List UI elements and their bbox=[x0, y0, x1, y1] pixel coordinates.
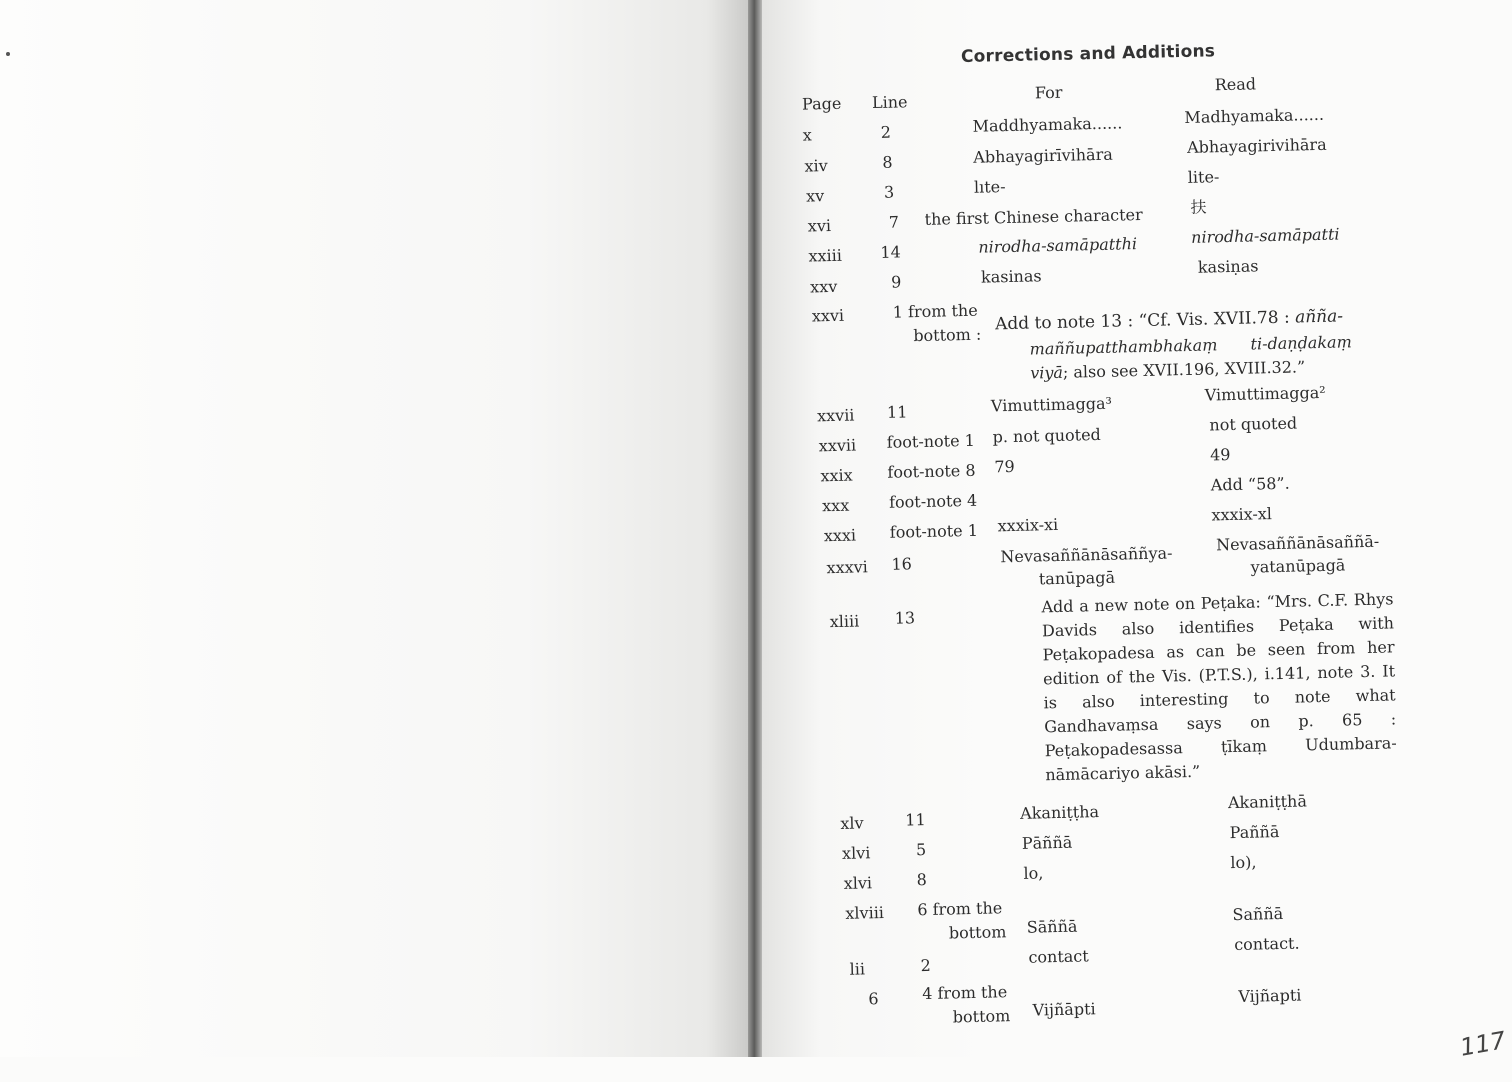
table-row-line: 14 bbox=[880, 242, 901, 262]
table-row-line: 11 bbox=[886, 402, 908, 422]
table-row-for: the first Chinese character bbox=[924, 204, 1143, 229]
table-row-line: 11 bbox=[905, 810, 926, 830]
note-xxvi-pali: ti-daṇḍakaṃ bbox=[1250, 332, 1353, 354]
table-row-read: Saññā bbox=[1232, 903, 1284, 925]
table-row-read: Add “58”. bbox=[1210, 473, 1290, 495]
header-read: Read bbox=[1214, 74, 1257, 95]
table-row-page: xlv bbox=[840, 813, 864, 833]
header-line: Line bbox=[871, 92, 908, 113]
table-row-for: Pāññā bbox=[1021, 832, 1073, 853]
table-row-line: 6 from the bbox=[917, 898, 1003, 920]
table-row-read: Nevasaññānāsaññā- bbox=[1215, 531, 1380, 555]
table-row-read: Akaniṭṭhā bbox=[1227, 791, 1308, 813]
table-row-read: xxxix-xl bbox=[1211, 504, 1273, 525]
table-row-for: lo, bbox=[1023, 863, 1044, 883]
table-row-for: Sāññā bbox=[1026, 916, 1078, 937]
note-xliii-text: Add a new note on Peṭaka: “Mrs. C.F. Rhys Davids also identifies Peṭaka with Peṭakopadesa as can be seen from her edition of the Vis. (P.T.S.), i.141, note 3. It is also interesting to note what Gandhavaṃsa says on p. 65 : Peṭakopadesassa ṭīkaṃ Udumbara-nāmācariyo akāsi.” bbox=[1041, 589, 1397, 785]
table-row-read: Vimuttimagga² bbox=[1204, 382, 1326, 405]
table-row-for: Maddhyamaka...... bbox=[972, 113, 1123, 136]
table-row-read: kasiṇas bbox=[1197, 256, 1259, 277]
table-row-read: 扶 bbox=[1190, 197, 1207, 217]
table-row-page: xv bbox=[805, 186, 825, 206]
table-row-line: 5 bbox=[915, 840, 927, 860]
table-row-read: Abhayagirivihāra bbox=[1186, 134, 1327, 157]
table-row-for: Nevasaññānāsaññya- bbox=[1000, 543, 1173, 567]
table-row-line: 8 bbox=[882, 152, 893, 172]
table-row-line: 9 bbox=[890, 272, 902, 292]
table-row-line: foot-note 8 bbox=[887, 460, 976, 482]
handwritten-page-number: 117 bbox=[1457, 1026, 1508, 1062]
table-row-page: xlvi bbox=[841, 843, 871, 863]
table-row-for-cont: tanūpagā bbox=[1038, 567, 1116, 589]
table-row-for: Akaniṭṭha bbox=[1019, 802, 1100, 823]
table-row-for: nirodha-samāpatthi bbox=[978, 234, 1138, 257]
table-row-read: not quoted bbox=[1209, 413, 1298, 435]
table-row-read-cont: yatanūpagā bbox=[1250, 555, 1346, 577]
note-xxvi-tail: ; also see XVII.196, XVIII.32.” bbox=[1062, 357, 1306, 382]
note-xxvi-lead: Add to note 13 : “Cf. Vis. XVII.78 : bbox=[994, 307, 1290, 335]
table-row-line-cont: bottom bbox=[952, 1006, 1011, 1027]
table-row-line: foot-note 4 bbox=[888, 490, 978, 512]
table-row-read: Vijñapti bbox=[1238, 985, 1302, 1006]
table-row-read: 49 bbox=[1209, 445, 1231, 465]
header-page: Page bbox=[801, 93, 842, 114]
table-row-line: 16 bbox=[891, 554, 913, 574]
table-row-line: 1 from the bbox=[892, 300, 978, 322]
table-row-line: foot-note 1 bbox=[886, 430, 976, 452]
table-row-line: foot-note 1 bbox=[889, 520, 979, 542]
table-row-read: nirodha-samāpatti bbox=[1190, 224, 1340, 247]
table-row-page: xliii bbox=[829, 611, 860, 632]
table-row-page: xxv bbox=[809, 276, 838, 297]
table-row-read: Madhyamaka...... bbox=[1184, 104, 1325, 127]
table-row-page: 6 bbox=[868, 989, 879, 1009]
table-row-line: 3 bbox=[883, 182, 895, 202]
table-row-page: xxx bbox=[821, 495, 850, 516]
table-row-page: xiv bbox=[804, 156, 828, 176]
table-row-page: x bbox=[802, 125, 812, 145]
table-row-line: 2 bbox=[880, 122, 892, 142]
table-row-for: Vijñāpti bbox=[1032, 999, 1096, 1020]
table-row-for: 79 bbox=[994, 456, 1015, 477]
note-xxvi-line3 bbox=[1030, 357, 1305, 383]
table-row-read: lo), bbox=[1230, 852, 1257, 873]
table-row-page: xxxvi bbox=[826, 557, 868, 578]
table-row-page: xlviii bbox=[845, 903, 885, 923]
table-row-line: 2 bbox=[920, 955, 932, 976]
table-row-line: 4 from the bbox=[922, 982, 1008, 1004]
table-row-page: xxvii bbox=[816, 405, 855, 426]
table-row-page: xxxi bbox=[823, 525, 857, 546]
table-row-for: lıte- bbox=[973, 177, 1006, 197]
note-xxvi-line1 bbox=[995, 306, 1343, 334]
table-row-line-cont: bottom bbox=[948, 922, 1007, 943]
table-row-line: 7 bbox=[888, 212, 900, 232]
page-title: Corrections and Additions bbox=[960, 41, 1216, 68]
table-row-for: p. not quoted bbox=[992, 424, 1102, 447]
table-row-line: 8 bbox=[916, 870, 928, 890]
table-row-page: lii bbox=[849, 959, 866, 979]
table-row-for: xxxix-xi bbox=[997, 514, 1059, 536]
table-row-read: lite- bbox=[1187, 167, 1220, 187]
table-row-page: xxvii bbox=[818, 435, 857, 456]
table-row-page: xvi bbox=[807, 216, 832, 236]
table-row-read: Paññā bbox=[1229, 822, 1280, 843]
table-row-for: kasinas bbox=[980, 266, 1042, 287]
table-row-for: contact bbox=[1028, 946, 1089, 967]
note-xxvi-line2 bbox=[1029, 332, 1352, 359]
table-row-line: 13 bbox=[894, 608, 916, 628]
note-xxvi-pali: maññupatthambhakaṃ bbox=[1029, 335, 1218, 359]
header-for: For bbox=[1034, 82, 1063, 103]
table-row-read: contact. bbox=[1233, 933, 1300, 955]
table-row-page: xxvi bbox=[811, 305, 845, 326]
table-row-page: xxiii bbox=[808, 245, 843, 266]
note-xxvi-pali: viyā bbox=[1029, 362, 1064, 383]
note-xxvi-pali: añña- bbox=[1294, 306, 1344, 328]
table-row-page: xxix bbox=[820, 465, 853, 486]
note-xliii bbox=[1041, 587, 1397, 787]
table-row-for: Abhayagirīvihāra bbox=[973, 144, 1113, 167]
table-row-line-cont: bottom : bbox=[913, 324, 982, 346]
table-row-page: xlvi bbox=[843, 873, 873, 893]
table-row-for: Vimuttimagga³ bbox=[990, 393, 1113, 416]
